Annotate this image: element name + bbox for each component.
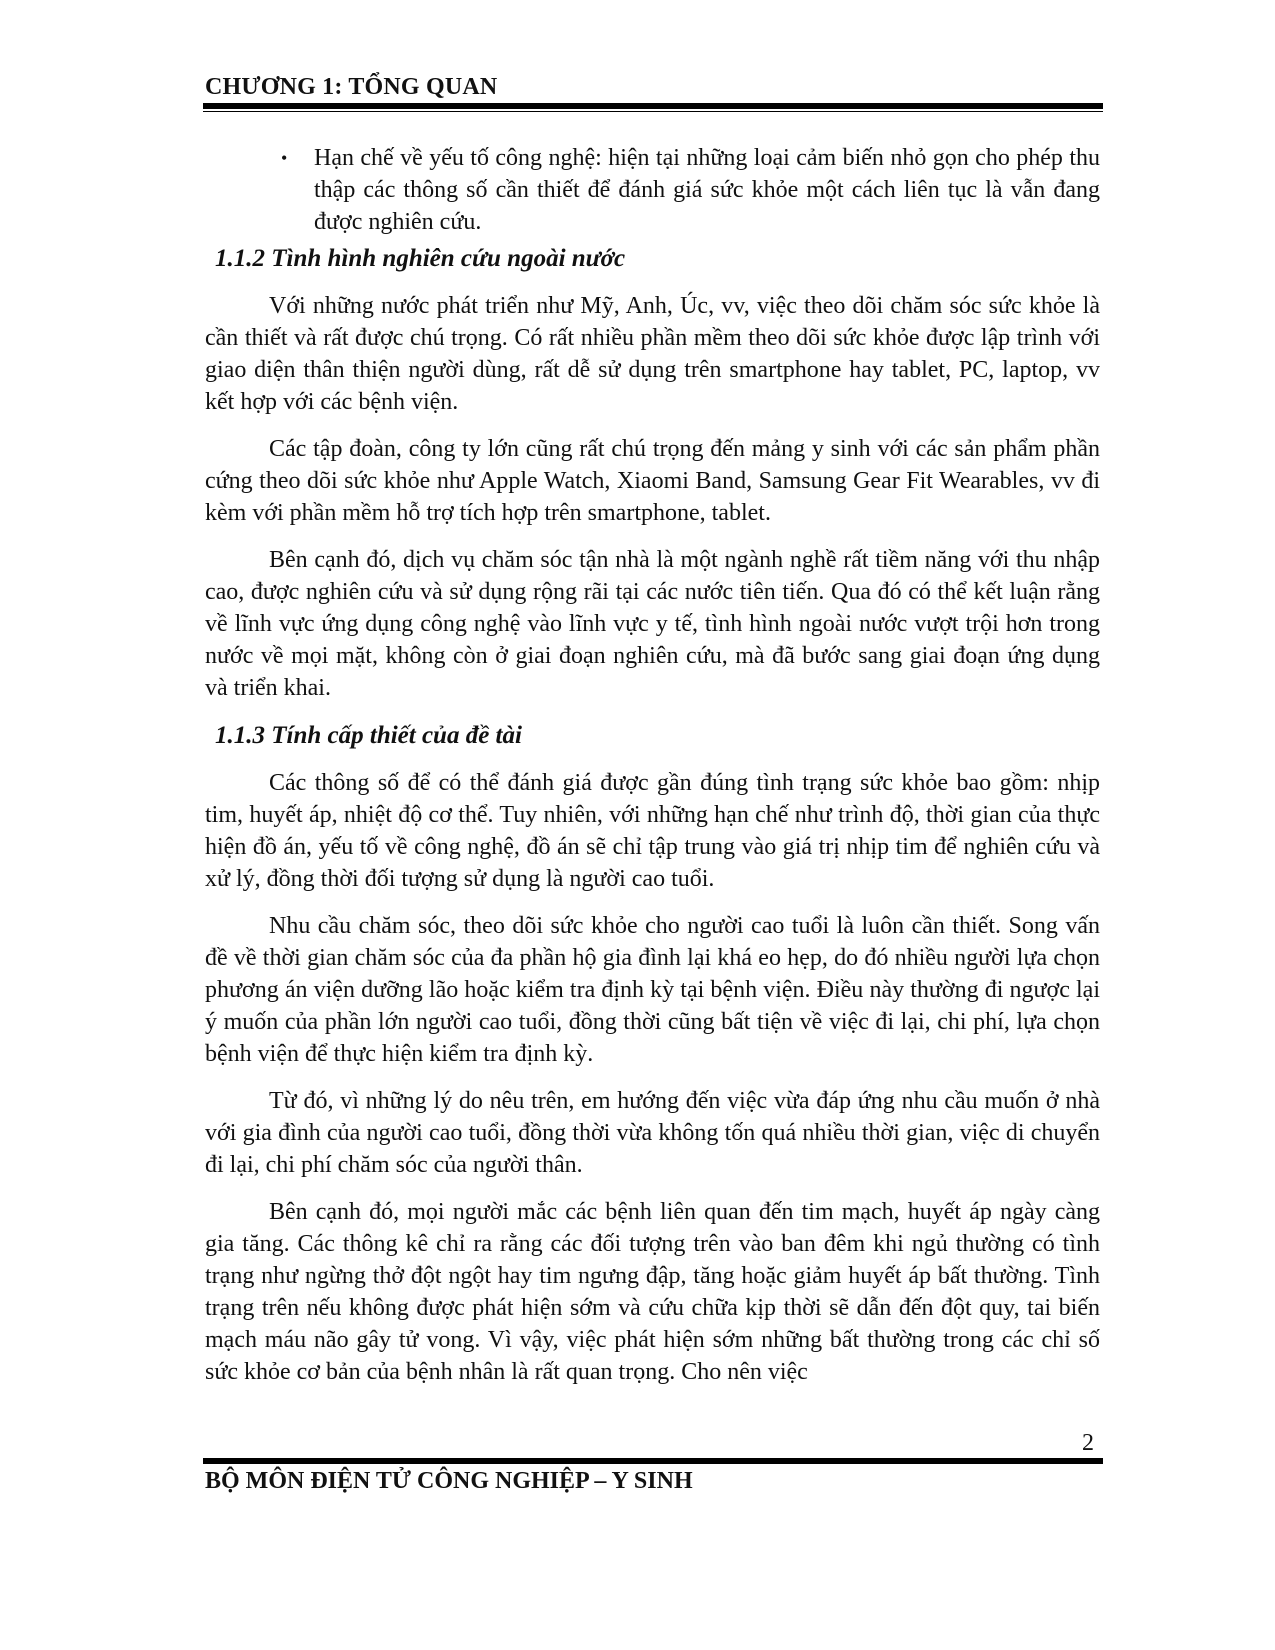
paragraph: Các thông số để có thể đánh giá được gần đúng tình trạng sức khỏe bao gồm: nhịp tim, huyết áp, nhiệt độ cơ thể. Tuy nhiên, với những hạn chế như trình độ, thời gian của thực hiện đồ án, yếu tố về công nghệ, đồ án sẽ chỉ tập trung vào giá trị nhịp tim để nghiên cứu và xử lý, đồng thời đối tượng sử dụng là người cao tuổi. xyxy=(205,770,1100,892)
chapter-title: CHƯƠNG 1: TỔNG QUAN xyxy=(205,74,498,100)
section-heading-1-1-3: 1.1.3 Tính cấp thiết của đề tài xyxy=(215,722,522,749)
page-body xyxy=(205,142,1100,1403)
header-rule-thin xyxy=(203,111,1103,112)
bullet-text: Hạn chế về yếu tố công nghệ: hiện tại những loại cảm biến nhỏ gọn cho phép thu thập các thông số cần thiết để đánh giá sức khỏe một cách liên tục là vẫn đang được nghiên cứu. xyxy=(314,145,1100,235)
paragraph: Nhu cầu chăm sóc, theo dõi sức khỏe cho người cao tuổi là luôn cần thiết. Song vấn đề về thời gian chăm sóc của đa phần hộ gia đình lại khá eo hẹp, do đó nhiều người lựa chọn phương án viện dưỡng lão hoặc kiểm tra định kỳ tại bệnh viện. Điều này thường đi ngược lại ý muốn của phần lớn người cao tuổi, đồng thời cũng bất tiện về việc đi lại, chi phí, lựa chọn bệnh viện để thực hiện kiểm tra định kỳ. xyxy=(205,913,1100,1067)
paragraph: Bên cạnh đó, dịch vụ chăm sóc tận nhà là một ngành nghề rất tiềm năng với thu nhập cao, được nghiên cứu và sử dụng rộng rãi tại các nước tiên tiến. Qua đó có thể kết luận rằng về lĩnh vực ứng dụng công nghệ vào lĩnh vực y tế, tình hình ngoài nước vượt trội hơn trong nước về mọi mặt, không còn ở giai đoạn nghiên cứu, mà đã bước sang giai đoạn ứng dụng và triển khai. xyxy=(205,547,1100,701)
paragraph: Bên cạnh đó, mọi người mắc các bệnh liên quan đến tim mạch, huyết áp ngày càng gia tăng. Các thông kê chỉ ra rằng các đối tượng trên vào ban đêm khi ngủ thường có tình trạng như ngừng thở đột ngột hay tim ngưng đập, tăng hoặc giảm huyết áp bất thường. Tình trạng trên nếu không được phát hiện sớm và cứu chữa kịp thời sẽ dẫn đến đột quy, tai biến mạch máu não gây tử vong. Vì vậy, việc phát hiện sớm những bất thường trong các chỉ số sức khỏe cơ bản của bệnh nhân là rất quan trọng. Cho nên việc xyxy=(205,1199,1100,1385)
paragraph: Với những nước phát triển như Mỹ, Anh, Úc, vv, việc theo dõi chăm sóc sức khỏe là cần thiết và rất được chú trọng. Có rất nhiều phần mềm theo dõi sức khỏe được lập trình với giao diện thân thiện người dùng, rất dễ sử dụng trên smartphone hay tablet, PC, laptop, vv kết hợp với các bệnh viện. xyxy=(205,293,1100,415)
section-heading-1-1-2: 1.1.2 Tình hình nghiên cứu ngoài nước xyxy=(215,245,626,272)
paragraph: Từ đó, vì những lý do nêu trên, em hướng đến việc vừa đáp ứng nhu cầu muốn ở nhà với gia đình của người cao tuổi, đồng thời vừa không tốn quá nhiều thời gian, việc di chuyển đi lại, chi phí chăm sóc của người thân. xyxy=(205,1088,1100,1178)
paragraph: Các tập đoàn, công ty lớn cũng rất chú trọng đến mảng y sinh với các sản phẩm phần cứng theo dõi sức khỏe như Apple Watch, Xiaomi Band, Samsung Gear Fit Wearables, vv đi kèm với phần mềm hỗ trợ tích hợp trên smartphone, tablet. xyxy=(205,436,1100,526)
header-rule-thick xyxy=(203,103,1103,109)
department-title: BỘ MÔN ĐIỆN TỬ CÔNG NGHIỆP – Y SINH xyxy=(205,1468,693,1494)
bullet-icon: • xyxy=(281,148,288,168)
page-number: 2 xyxy=(1082,1430,1094,1456)
bullet-item xyxy=(205,142,1100,238)
footer-rule-thick xyxy=(203,1458,1103,1464)
